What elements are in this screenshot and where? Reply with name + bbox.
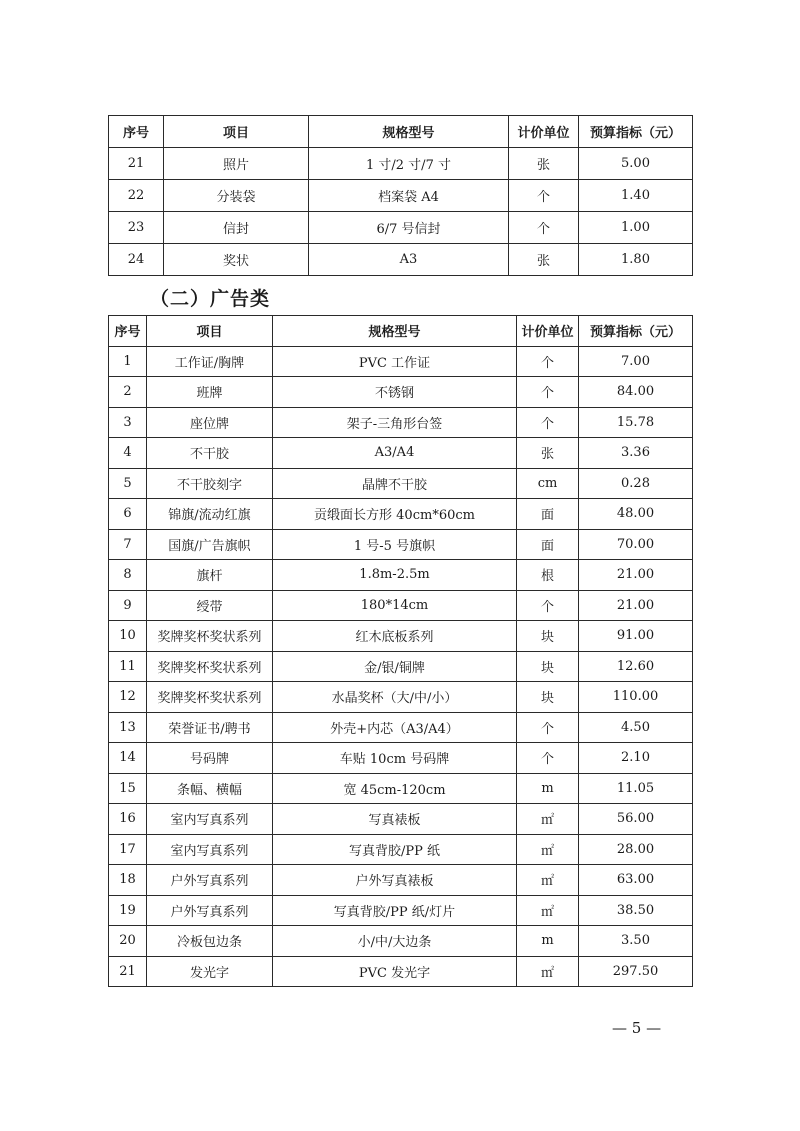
cell-budget: 21.00: [579, 560, 693, 591]
cell-unit: 个: [509, 180, 579, 212]
cell-unit: ㎡: [517, 895, 579, 926]
cell-item: 信封: [164, 212, 309, 244]
cell-budget: 84.00: [579, 377, 693, 408]
cell-unit: m: [517, 926, 579, 957]
table-row: [109, 834, 693, 865]
cell-unit: 个: [517, 346, 579, 377]
header-unit: 计价单位: [517, 316, 579, 347]
cell-index: 8: [109, 560, 147, 591]
table-row: [109, 499, 693, 530]
cell-index: 21: [109, 956, 147, 987]
cell-item: 座位牌: [147, 407, 273, 438]
cell-item: 不干胶: [147, 438, 273, 469]
cell-budget: 3.50: [579, 926, 693, 957]
table-row: [109, 804, 693, 835]
cell-unit: 个: [517, 712, 579, 743]
cell-item: 奖牌奖杯奖状系列: [147, 651, 273, 682]
table-row: [109, 212, 693, 244]
cell-budget: 0.28: [579, 468, 693, 499]
cell-unit: 块: [517, 682, 579, 713]
cell-budget: 56.00: [579, 804, 693, 835]
cell-spec: 宽 45cm-120cm: [273, 773, 517, 804]
cell-index: 1: [109, 346, 147, 377]
cell-item: 条幅、横幅: [147, 773, 273, 804]
cell-spec: 6/7 号信封: [309, 212, 509, 244]
cell-budget: 63.00: [579, 865, 693, 896]
cell-item: 不干胶刻字: [147, 468, 273, 499]
header-index: 序号: [109, 116, 164, 148]
cell-index: 23: [109, 212, 164, 244]
cell-unit: 个: [517, 377, 579, 408]
table-row: [109, 468, 693, 499]
cell-spec: 小/中/大边条: [273, 926, 517, 957]
cell-unit: ㎡: [517, 834, 579, 865]
table-row: [109, 148, 693, 180]
cell-unit: ㎡: [517, 804, 579, 835]
table-row: [109, 682, 693, 713]
budget-table-continued: [108, 115, 693, 276]
table-row: [109, 377, 693, 408]
cell-item: 冷板包边条: [147, 926, 273, 957]
table-row: [109, 621, 693, 652]
cell-index: 9: [109, 590, 147, 621]
cell-unit: 个: [517, 407, 579, 438]
cell-unit: 块: [517, 651, 579, 682]
cell-unit: 个: [517, 590, 579, 621]
cell-index: 22: [109, 180, 164, 212]
cell-item: 发光字: [147, 956, 273, 987]
cell-unit: 面: [517, 499, 579, 530]
cell-item: 分装袋: [164, 180, 309, 212]
cell-index: 20: [109, 926, 147, 957]
cell-spec: 红木底板系列: [273, 621, 517, 652]
cell-spec: 180*14cm: [273, 590, 517, 621]
cell-index: 4: [109, 438, 147, 469]
header-unit: 计价单位: [509, 116, 579, 148]
cell-unit: m: [517, 773, 579, 804]
cell-unit: 张: [509, 148, 579, 180]
section-heading: （二）广告类: [150, 288, 271, 310]
table-row: [109, 560, 693, 591]
cell-budget: 48.00: [579, 499, 693, 530]
cell-spec: PVC 工作证: [273, 346, 517, 377]
header-item: 项目: [147, 316, 273, 347]
table-row: [109, 712, 693, 743]
cell-item: 旗杆: [147, 560, 273, 591]
cell-budget: 7.00: [579, 346, 693, 377]
cell-spec: 写真背胶/PP 纸: [273, 834, 517, 865]
table-row: [109, 895, 693, 926]
cell-budget: 1.40: [579, 180, 693, 212]
table-body: [109, 346, 693, 987]
table-row: [109, 244, 693, 276]
cell-item: 奖牌奖杯奖状系列: [147, 621, 273, 652]
cell-spec: 贡缎面长方形 40cm*60cm: [273, 499, 517, 530]
cell-budget: 110.00: [579, 682, 693, 713]
header-spec: 规格型号: [273, 316, 517, 347]
cell-item: 奖牌奖杯奖状系列: [147, 682, 273, 713]
cell-budget: 38.50: [579, 895, 693, 926]
cell-unit: 个: [517, 743, 579, 774]
cell-spec: 1 号-5 号旗帜: [273, 529, 517, 560]
cell-spec: 档案袋 A4: [309, 180, 509, 212]
page-number: — 5 —: [612, 1019, 662, 1037]
cell-budget: 3.36: [579, 438, 693, 469]
cell-spec: 外壳+内芯（A3/A4）: [273, 712, 517, 743]
cell-unit: 张: [509, 244, 579, 276]
cell-spec: 写真裱板: [273, 804, 517, 835]
cell-spec: 户外写真裱板: [273, 865, 517, 896]
table-row: [109, 956, 693, 987]
table-row: [109, 346, 693, 377]
cell-spec: 车贴 10cm 号码牌: [273, 743, 517, 774]
cell-unit: ㎡: [517, 956, 579, 987]
header-index: 序号: [109, 316, 147, 347]
cell-index: 13: [109, 712, 147, 743]
cell-spec: 不锈钢: [273, 377, 517, 408]
cell-index: 6: [109, 499, 147, 530]
cell-index: 12: [109, 682, 147, 713]
header-budget: 预算指标（元）: [579, 116, 693, 148]
table-body: [109, 148, 693, 276]
cell-spec: 晶牌不干胶: [273, 468, 517, 499]
table-header-row: [109, 116, 693, 148]
table-row: [109, 651, 693, 682]
cell-index: 7: [109, 529, 147, 560]
cell-item: 户外写真系列: [147, 865, 273, 896]
cell-item: 照片: [164, 148, 309, 180]
cell-item: 奖状: [164, 244, 309, 276]
cell-spec: A3/A4: [273, 438, 517, 469]
cell-index: 3: [109, 407, 147, 438]
table-row: [109, 590, 693, 621]
cell-unit: 个: [509, 212, 579, 244]
table-header-row: [109, 316, 693, 347]
cell-budget: 28.00: [579, 834, 693, 865]
cell-index: 19: [109, 895, 147, 926]
cell-unit: 面: [517, 529, 579, 560]
cell-item: 户外写真系列: [147, 895, 273, 926]
table-row: [109, 926, 693, 957]
cell-item: 荣誉证书/聘书: [147, 712, 273, 743]
table-row: [109, 773, 693, 804]
cell-unit: ㎡: [517, 865, 579, 896]
cell-budget: 5.00: [579, 148, 693, 180]
cell-spec: A3: [309, 244, 509, 276]
cell-budget: 21.00: [579, 590, 693, 621]
cell-spec: PVC 发光字: [273, 956, 517, 987]
cell-item: 国旗/广告旗帜: [147, 529, 273, 560]
header-spec: 规格型号: [309, 116, 509, 148]
cell-budget: 70.00: [579, 529, 693, 560]
cell-unit: 张: [517, 438, 579, 469]
cell-index: 16: [109, 804, 147, 835]
cell-item: 锦旗/流动红旗: [147, 499, 273, 530]
cell-spec: 1.8m-2.5m: [273, 560, 517, 591]
cell-item: 室内写真系列: [147, 804, 273, 835]
cell-spec: 金/银/铜牌: [273, 651, 517, 682]
cell-index: 17: [109, 834, 147, 865]
cell-item: 室内写真系列: [147, 834, 273, 865]
table-row: [109, 865, 693, 896]
cell-item: 工作证/胸牌: [147, 346, 273, 377]
cell-budget: 1.00: [579, 212, 693, 244]
cell-index: 11: [109, 651, 147, 682]
cell-index: 24: [109, 244, 164, 276]
table-row: [109, 438, 693, 469]
cell-unit: 块: [517, 621, 579, 652]
table-row: [109, 407, 693, 438]
cell-index: 18: [109, 865, 147, 896]
advertising-budget-table: [108, 315, 693, 987]
table-row: [109, 743, 693, 774]
table-row: [109, 529, 693, 560]
cell-spec: 水晶奖杯（大/中/小）: [273, 682, 517, 713]
cell-unit: 根: [517, 560, 579, 591]
cell-budget: 2.10: [579, 743, 693, 774]
cell-budget: 15.78: [579, 407, 693, 438]
header-budget: 预算指标（元）: [579, 316, 693, 347]
cell-budget: 297.50: [579, 956, 693, 987]
cell-spec: 架子-三角形台签: [273, 407, 517, 438]
table-row: [109, 180, 693, 212]
cell-index: 15: [109, 773, 147, 804]
cell-budget: 12.60: [579, 651, 693, 682]
cell-index: 2: [109, 377, 147, 408]
cell-spec: 1 寸/2 寸/7 寸: [309, 148, 509, 180]
cell-index: 14: [109, 743, 147, 774]
header-item: 项目: [164, 116, 309, 148]
cell-index: 21: [109, 148, 164, 180]
cell-budget: 11.05: [579, 773, 693, 804]
cell-budget: 4.50: [579, 712, 693, 743]
cell-item: 班牌: [147, 377, 273, 408]
cell-budget: 91.00: [579, 621, 693, 652]
cell-unit: cm: [517, 468, 579, 499]
cell-budget: 1.80: [579, 244, 693, 276]
cell-item: 号码牌: [147, 743, 273, 774]
cell-index: 10: [109, 621, 147, 652]
cell-item: 绶带: [147, 590, 273, 621]
cell-spec: 写真背胶/PP 纸/灯片: [273, 895, 517, 926]
cell-index: 5: [109, 468, 147, 499]
